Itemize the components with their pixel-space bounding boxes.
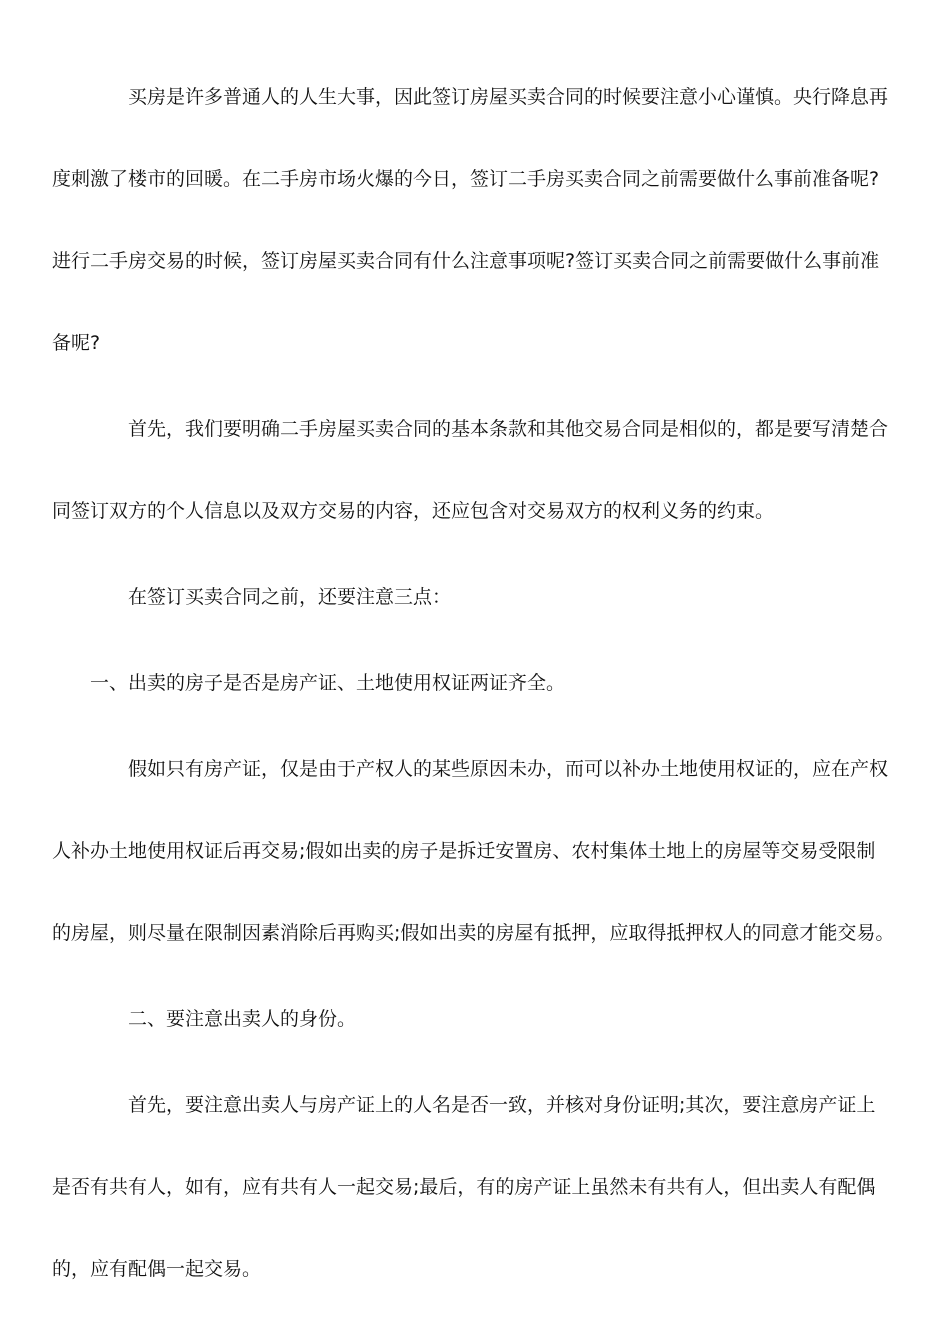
paragraph-point-two-line-1: 首先，要注意出卖人与房产证上的人名是否一致，并核对身份证明;其次，要注意房产证上 (128, 1094, 876, 1116)
paragraph-point-two-line-3: 的，应有配偶一起交易。 (52, 1258, 262, 1280)
paragraph-basic-terms-line-2: 同签订双方的个人信息以及双方交易的内容，还应包含对交易双方的权利义务的约束。 (52, 500, 775, 522)
paragraph-intro-line-2: 度刺激了楼市的回暖。在二手房市场火爆的今日，签订二手房买卖合同之前需要做什么事前准备呢? (52, 168, 880, 190)
paragraph-point-one-line-3: 的房屋，则尽量在限制因素消除后再购买;假如出卖的房屋有抵押，应取得抵押权人的同意才能交易。 (52, 922, 895, 944)
paragraph-intro-line-3: 进行二手房交易的时候，签订房屋买卖合同有什么注意事项呢?签订买卖合同之前需要做什么事前准 (52, 250, 880, 272)
paragraph-point-two-line-2: 是否有共有人，如有，应有共有人一起交易;最后，有的房产证上虽然未有共有人，但出卖人有配偶 (52, 1176, 876, 1198)
paragraph-basic-terms-line-1: 首先，我们要明确二手房屋买卖合同的基本条款和其他交易合同是相似的，都是要写清楚合 (128, 418, 889, 440)
heading-point-two: 二、要注意出卖人的身份。 (128, 1008, 357, 1030)
paragraph-three-points: 在签订买卖合同之前，还要注意三点： (128, 586, 452, 608)
heading-point-one: 一、出卖的房子是否是房产证、土地使用权证两证齐全。 (90, 672, 566, 694)
paragraph-point-one-line-2: 人补办土地使用权证后再交易;假如出卖的房子是拆迁安置房、农村集体土地上的房屋等交易受限制 (52, 840, 876, 862)
paragraph-point-one-line-1: 假如只有房产证，仅是由于产权人的某些原因未办，而可以补办土地使用权证的，应在产权 (128, 758, 889, 780)
paragraph-intro-line-1: 买房是许多普通人的人生大事，因此签订房屋买卖合同的时候要注意小心谨慎。央行降息再 (128, 86, 889, 108)
paragraph-intro-line-4: 备呢? (52, 332, 101, 354)
